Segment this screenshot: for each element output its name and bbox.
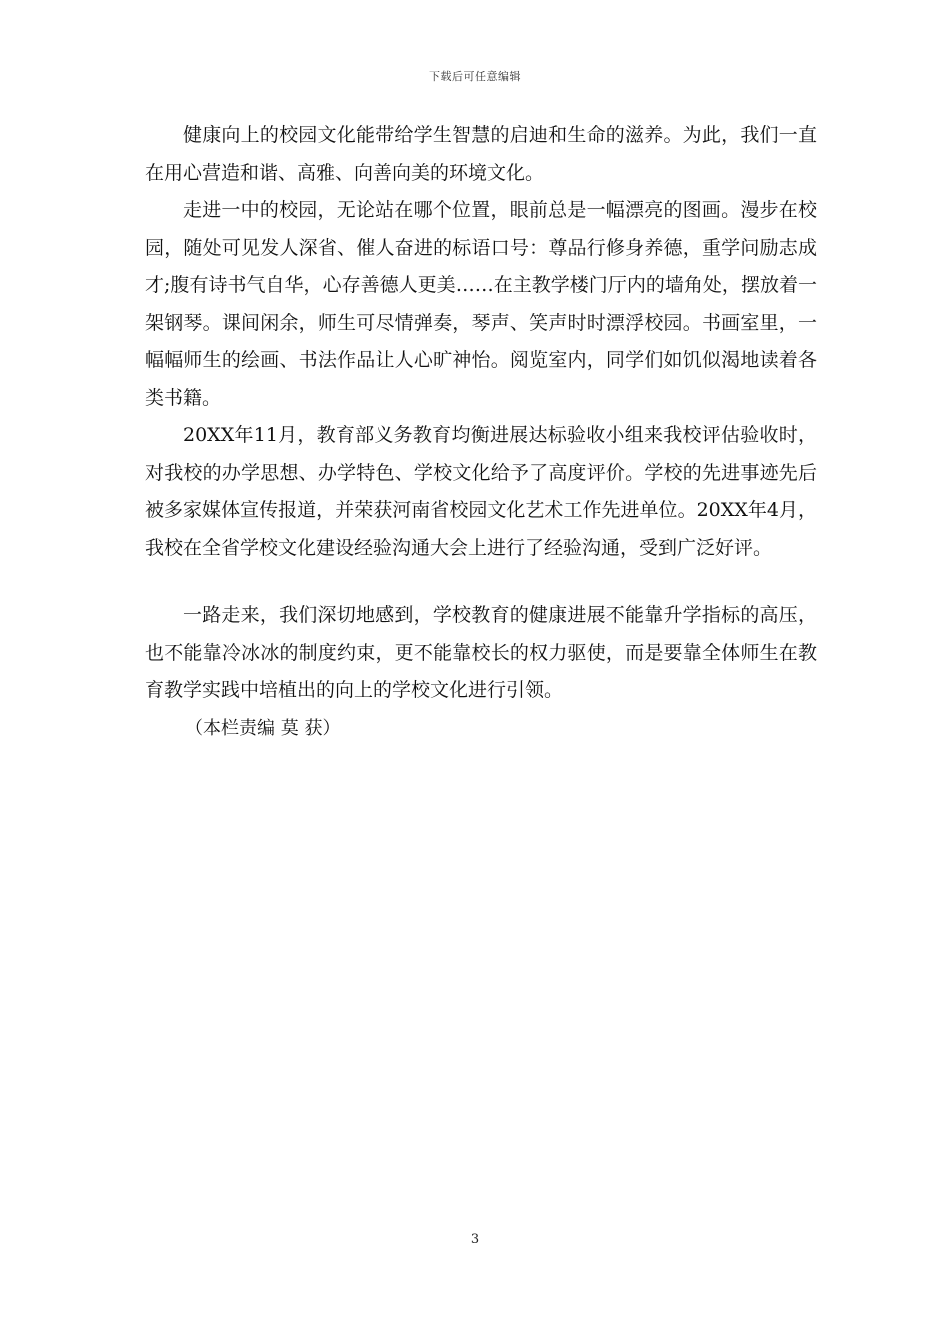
paragraph-campus-culture: 健康向上的校园文化能带给学生智慧的启迪和生命的滋养。为此，我们一直在用心营造和谐、高雅、向善向美的环境文化。 xyxy=(145,124,817,184)
page-number: 3 xyxy=(470,1232,480,1247)
page-header-note: 下载后可任意编辑 xyxy=(429,70,521,83)
article-body xyxy=(145,117,817,747)
paragraph-spacer xyxy=(145,567,817,597)
editor-credit: （本栏责编 莫 获） xyxy=(185,717,341,739)
paragraph-evaluation: 20XX年11月，教育部义务教育均衡进展达标验收小组来我校评估验收时，对我校的办学思想、办学特色、学校文化给予了高度评价。学校的先进事迹先后被多家媒体宣传报道，并荣获河南省校园文化艺术工作先进单位。20XX年4月，我校在全省学校文化建设经验沟通大会上进行了经验沟通，受到广泛好评。 xyxy=(145,424,817,559)
paragraph-conclusion: 一路走来，我们深切地感到，学校教育的健康进展不能靠升学指标的高压，也不能靠冷冰冰的制度约束，更不能靠校长的权力驱使，而是要靠全体师生在教育教学实践中培植出的向上的学校文化进行引领。 xyxy=(145,604,817,701)
paragraph-campus-scenery: 走进一中的校园，无论站在哪个位置，眼前总是一幅漂亮的图画。漫步在校园，随处可见发人深省、催人奋进的标语口号：尊品行修身养德，重学问励志成才;腹有诗书气自华，心存善德人更美……在主教学楼门厅内的墙角处，摆放着一架钢琴。课间闲余，师生可尽情弹奏，琴声、笑声时时漂浮校园。书画室里，一幅幅师生的绘画、书法作品让人心旷神怡。阅览室内，同学们如饥似渴地读着各类书籍。 xyxy=(145,199,817,409)
